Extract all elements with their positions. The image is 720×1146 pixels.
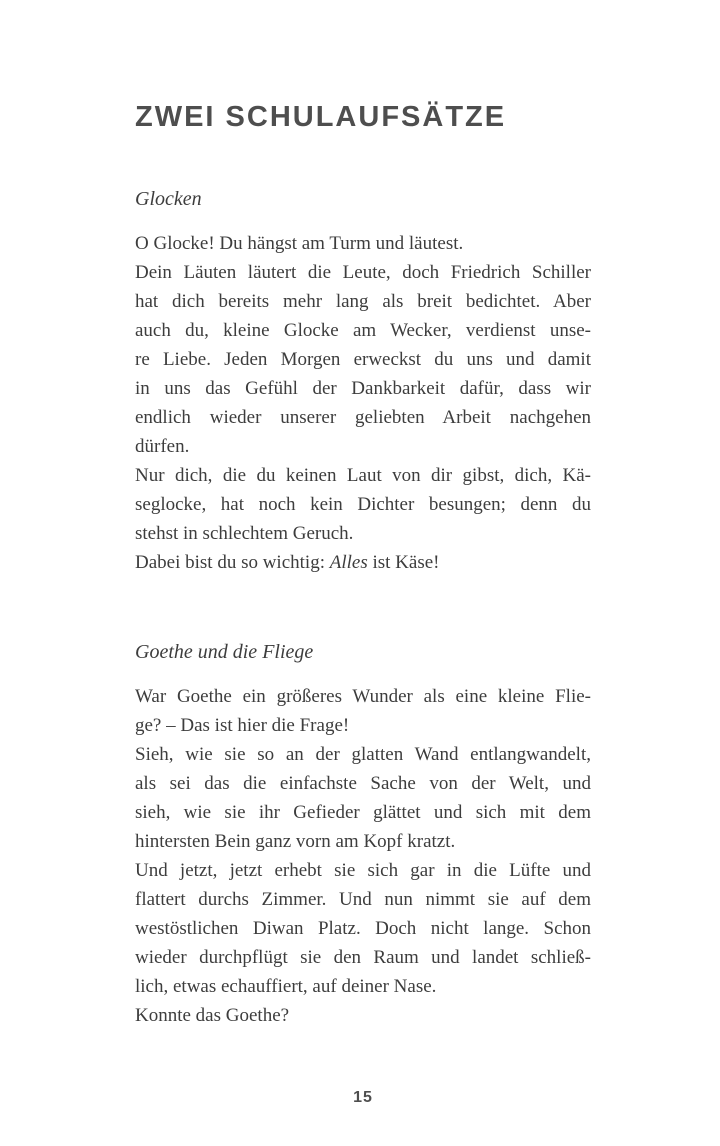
essay-section xyxy=(135,185,591,577)
text-line: Dabei bist du so wichtig: Alles ist Käse! xyxy=(135,552,440,573)
text-column xyxy=(135,0,591,1108)
essay-section xyxy=(135,638,591,1030)
text-line: lich, etwas echauffiert, auf deiner Nase. xyxy=(135,976,437,997)
text-line: wieder durchpflügt sie den Raum und landet schließ- xyxy=(135,947,591,968)
text-line: dürfen. xyxy=(135,436,190,457)
text-line: sieh, wie sie ihr Gefieder glättet und sich mit dem xyxy=(135,802,591,823)
text-line: Dein Läuten läutert die Leute, doch Friedrich Schiller xyxy=(135,262,591,283)
text-line: westöstlichen Diwan Platz. Doch nicht lange. Schon xyxy=(135,918,591,939)
text-line: Sieh, wie sie so an der glatten Wand entlangwandelt, xyxy=(135,744,591,765)
text-line: als sei das die einfachste Sache von der Welt, und xyxy=(135,773,591,794)
text-line: endlich wieder unserer geliebten Arbeit nachgehen xyxy=(135,407,591,428)
page-title: ZWEI SCHULAUFSÄTZE xyxy=(135,101,507,133)
sections-container xyxy=(135,185,591,1030)
page-number: 15 xyxy=(353,1089,373,1106)
text-line: O Glocke! Du hängst am Turm und läutest. xyxy=(135,233,464,254)
text-line: Und jetzt, jetzt erhebt sie sich gar in die Lüfte und xyxy=(135,860,591,881)
text-line: in uns das Gefühl der Dankbarkeit dafür, dass wir xyxy=(135,378,591,399)
text-line: War Goethe ein größeres Wunder als eine kleine Flie- xyxy=(135,686,591,707)
section-body xyxy=(135,229,591,577)
text-line: flattert durchs Zimmer. Und nun nimmt sie auf dem xyxy=(135,889,591,910)
text-line: stehst in schlechtem Geruch. xyxy=(135,523,354,544)
text-line: seglocke, hat noch kein Dichter besungen; denn du xyxy=(135,494,591,515)
text-line: auch du, kleine Glocke am Wecker, verdienst unse- xyxy=(135,320,591,341)
text-line: hat dich bereits mehr lang als breit bedichtet. Aber xyxy=(135,291,591,312)
section-body xyxy=(135,682,591,1030)
text-line: ge? – Das ist hier die Frage! xyxy=(135,715,350,736)
text-line: Konnte das Goethe? xyxy=(135,1005,290,1026)
text-line: re Liebe. Jeden Morgen erweckst du uns und damit xyxy=(135,349,591,370)
section-heading: Glocken xyxy=(135,188,202,210)
text-line: hintersten Bein ganz vorn am Kopf kratzt. xyxy=(135,831,456,852)
section-heading: Goethe und die Fliege xyxy=(135,641,314,663)
text-line: Nur dich, die du keinen Laut von dir gibst, dich, Kä- xyxy=(135,465,591,486)
